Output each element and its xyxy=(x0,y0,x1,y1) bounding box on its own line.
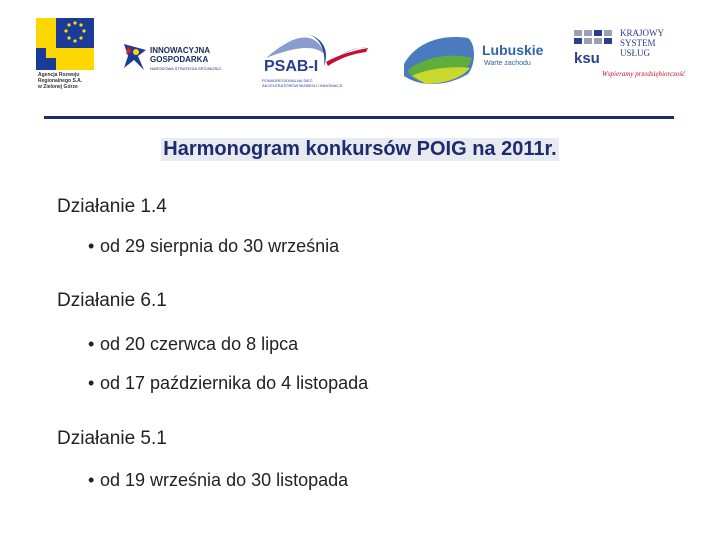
psab-line1: PONADREGIONALNA SIEĆ xyxy=(262,78,313,83)
star-arrow-icon xyxy=(120,42,148,72)
agency-text-line: Agencja Rozwoju xyxy=(38,72,80,78)
ksu-abbr: ksu xyxy=(574,50,600,67)
header-divider xyxy=(44,116,674,119)
list-item xyxy=(88,373,368,394)
innovative-line1: INNOWACYJNA xyxy=(150,46,211,55)
lubuskie-logo xyxy=(398,30,550,92)
section-heading: Działanie 6.1 xyxy=(57,290,167,311)
ksu-slogan: Wspieramy przedsiębiorczość xyxy=(602,70,686,78)
list-item xyxy=(88,470,348,491)
innovative-line3: NARODOWA STRATEGIA SPÓJNOŚCI xyxy=(150,66,222,71)
agency-text-line: Regionalnego S.A. xyxy=(38,78,83,84)
list-item-text: od 19 września do 30 listopada xyxy=(100,470,349,490)
lubuskie-tagline: Warte zachodu xyxy=(484,60,531,67)
list-item-text: od 17 października do 4 listopada xyxy=(100,373,369,393)
ksu-line3: USŁUG xyxy=(620,48,651,58)
agency-text-line: w Zielonej Górze xyxy=(38,84,78,90)
innovative-line2: GOSPODARKA xyxy=(150,55,209,64)
innovative-economy-logo xyxy=(120,42,240,78)
bullet-icon: • xyxy=(88,470,95,490)
bullet-icon: • xyxy=(88,334,95,354)
bullet-icon: • xyxy=(88,236,95,256)
page-title-text: Harmonogram konkursów POIG na 2011r. xyxy=(163,138,557,160)
list-item xyxy=(88,236,339,257)
page-title xyxy=(0,138,720,161)
bullet-icon: • xyxy=(88,373,95,393)
eu-agency-logo xyxy=(36,18,94,96)
list-item-text: od 20 czerwca do 8 lipca xyxy=(100,334,299,354)
lubuskie-map-icon xyxy=(398,30,480,92)
psab-name: PSAB-I xyxy=(264,58,319,75)
psab-line2: AKCELERATORÓW BIZNESU I INNOWACJI xyxy=(262,83,343,88)
section-heading: Działanie 1.4 xyxy=(57,196,167,217)
ksu-line1: KRAJOWY xyxy=(620,28,664,38)
list-item xyxy=(88,334,298,355)
ksu-line2: SYSTEM xyxy=(620,38,656,48)
ksu-logo xyxy=(572,28,686,84)
psab-logo xyxy=(256,26,372,92)
section-heading: Działanie 5.1 xyxy=(57,428,167,449)
list-item-text: od 29 sierpnia do 30 września xyxy=(100,236,340,256)
lubuskie-name: Lubuskie xyxy=(482,42,544,58)
logo-bar xyxy=(0,0,720,110)
